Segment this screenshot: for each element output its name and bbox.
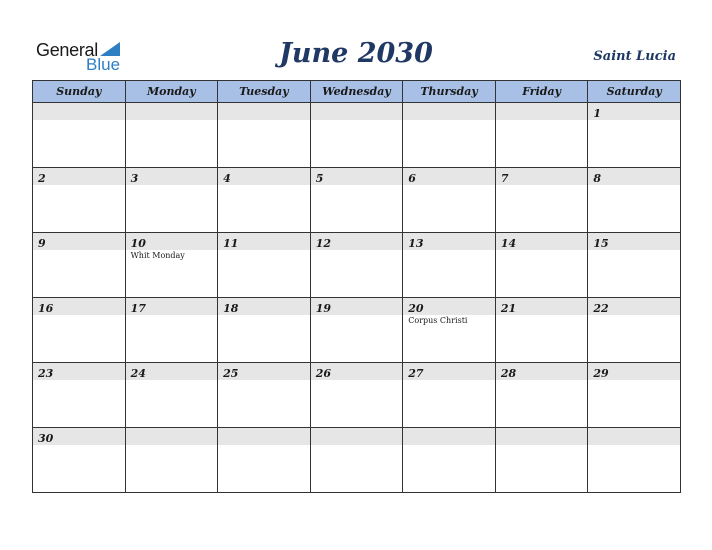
- day-number: 24: [130, 367, 146, 380]
- weekday-header: Monday: [125, 81, 218, 103]
- day-cell: [588, 103, 681, 168]
- day-cell: [403, 298, 496, 363]
- weekday-header-row: [33, 81, 681, 103]
- day-cell: [403, 428, 496, 493]
- day-cell: [33, 233, 126, 298]
- day-number: 3: [130, 172, 139, 185]
- day-cell: [310, 233, 403, 298]
- day-number: [33, 103, 125, 107]
- day-number-bar: [403, 168, 495, 185]
- weekday-header: Thursday: [403, 81, 496, 103]
- weekday-header: Tuesday: [218, 81, 311, 103]
- weekday-header: Wednesday: [310, 81, 403, 103]
- day-number-bar: [403, 428, 495, 445]
- weekday-header: Saturday: [588, 81, 681, 103]
- day-number: 21: [500, 302, 517, 315]
- day-number-bar: [218, 363, 310, 380]
- day-cell: [495, 363, 588, 428]
- day-number: 13: [408, 237, 424, 250]
- day-cell: [403, 103, 496, 168]
- day-number: [126, 103, 218, 107]
- day-cell: [125, 168, 218, 233]
- day-number: 25: [223, 367, 239, 380]
- day-number: 26: [315, 367, 331, 380]
- day-cell: [33, 428, 126, 493]
- day-cell: [310, 103, 403, 168]
- day-number-bar: [588, 298, 680, 315]
- day-number-bar: [588, 428, 680, 445]
- day-number-bar: [588, 168, 680, 185]
- week-row: [33, 103, 681, 168]
- day-number-bar: [496, 168, 588, 185]
- day-number-bar: [218, 298, 310, 315]
- day-number-bar: [33, 103, 125, 120]
- day-cell: [403, 233, 496, 298]
- day-number-bar: [496, 363, 588, 380]
- day-cell: [33, 363, 126, 428]
- day-number: [496, 103, 588, 107]
- day-number: 2: [38, 172, 46, 185]
- day-cell: [588, 428, 681, 493]
- day-number: 27: [408, 367, 424, 380]
- day-number: [403, 103, 495, 107]
- day-number: 11: [223, 237, 239, 250]
- day-number-bar: [218, 168, 310, 185]
- day-cell: [218, 298, 311, 363]
- day-number-bar: [126, 363, 218, 380]
- calendar-grid: [32, 80, 681, 493]
- day-number: [218, 103, 310, 107]
- day-number: [311, 428, 403, 432]
- day-cell: [218, 428, 311, 493]
- day-cell: [403, 363, 496, 428]
- day-cell: [125, 298, 218, 363]
- day-number: 4: [223, 172, 231, 185]
- day-number: 5: [315, 172, 324, 185]
- day-number: [126, 428, 218, 432]
- day-number-bar: [588, 363, 680, 380]
- day-number: 22: [593, 302, 609, 315]
- day-number-bar: [403, 233, 495, 250]
- day-cell: [310, 428, 403, 493]
- day-cell: [125, 428, 218, 493]
- day-number: 16: [38, 302, 54, 315]
- day-number: 20: [408, 302, 424, 315]
- day-number: 30: [38, 432, 54, 445]
- day-cell: [310, 168, 403, 233]
- day-cell: [33, 168, 126, 233]
- holiday-label: Whit Monday: [130, 251, 185, 260]
- day-number-bar: [33, 298, 125, 315]
- day-number-bar: [403, 103, 495, 120]
- day-number-bar: [588, 233, 680, 250]
- day-cell: [218, 168, 311, 233]
- day-number: 17: [130, 302, 146, 315]
- day-number-bar: [33, 363, 125, 380]
- day-cell: [495, 168, 588, 233]
- day-cell: [125, 233, 218, 298]
- day-number: [403, 428, 495, 432]
- logo-general-text: General: [36, 40, 98, 60]
- day-number-bar: [496, 103, 588, 120]
- day-number: [311, 103, 403, 107]
- day-number: 1: [593, 107, 602, 120]
- day-cell: [125, 103, 218, 168]
- day-cell: [588, 168, 681, 233]
- day-number: 12: [315, 237, 331, 250]
- day-number-bar: [496, 233, 588, 250]
- day-number-bar: [311, 428, 403, 445]
- day-number-bar: [126, 428, 218, 445]
- day-number: [218, 428, 310, 432]
- day-cell: [495, 233, 588, 298]
- day-cell: [588, 233, 681, 298]
- day-cell: [495, 103, 588, 168]
- weekday-header: Sunday: [33, 81, 126, 103]
- day-number: [588, 428, 680, 432]
- day-cell: [33, 298, 126, 363]
- day-number-bar: [311, 103, 403, 120]
- holiday-label: Corpus Christi: [408, 316, 468, 325]
- day-cell: [403, 168, 496, 233]
- day-number: 14: [500, 237, 517, 250]
- day-cell: [125, 363, 218, 428]
- day-number-bar: [311, 298, 403, 315]
- day-cell: [218, 233, 311, 298]
- day-number: 19: [315, 302, 331, 315]
- day-number: 7: [500, 172, 509, 185]
- day-number: 29: [593, 367, 609, 380]
- week-row: [33, 428, 681, 493]
- day-cell: [218, 363, 311, 428]
- country-label: Saint Lucia: [593, 49, 676, 64]
- day-number-bar: [311, 233, 403, 250]
- day-number-bar: [126, 103, 218, 120]
- week-row: [33, 168, 681, 233]
- day-number: 6: [408, 172, 416, 185]
- day-number-bar: [33, 428, 125, 445]
- day-number-bar: [218, 428, 310, 445]
- day-cell: [588, 298, 681, 363]
- day-number: [496, 428, 588, 432]
- day-number-bar: [126, 168, 218, 185]
- weekday-header: Friday: [495, 81, 588, 103]
- day-number: 23: [38, 367, 54, 380]
- day-number: 8: [593, 172, 602, 185]
- day-number-bar: [496, 298, 588, 315]
- week-row: [33, 298, 681, 363]
- day-number-bar: [218, 233, 310, 250]
- day-number: 28: [500, 367, 517, 380]
- day-number-bar: [126, 233, 218, 250]
- day-number-bar: [588, 103, 680, 120]
- day-cell: [310, 363, 403, 428]
- day-number-bar: [496, 428, 588, 445]
- page-title: June 2030: [279, 38, 433, 69]
- day-cell: [310, 298, 403, 363]
- day-number: 10: [130, 237, 146, 250]
- day-number-bar: [311, 363, 403, 380]
- day-number-bar: [33, 233, 125, 250]
- week-row: [33, 363, 681, 428]
- day-cell: [218, 103, 311, 168]
- day-cell: [33, 103, 126, 168]
- day-number-bar: [218, 103, 310, 120]
- day-number: 15: [593, 237, 609, 250]
- day-number-bar: [311, 168, 403, 185]
- day-number: 9: [38, 237, 46, 250]
- day-number-bar: [403, 363, 495, 380]
- day-number-bar: [403, 298, 495, 315]
- day-cell: [588, 363, 681, 428]
- logo-blue-text: Blue: [86, 55, 121, 74]
- day-cell: [495, 428, 588, 493]
- day-cell: [495, 298, 588, 363]
- day-number: 18: [223, 302, 239, 315]
- week-row: [33, 233, 681, 298]
- day-number-bar: [126, 298, 218, 315]
- day-number-bar: [33, 168, 125, 185]
